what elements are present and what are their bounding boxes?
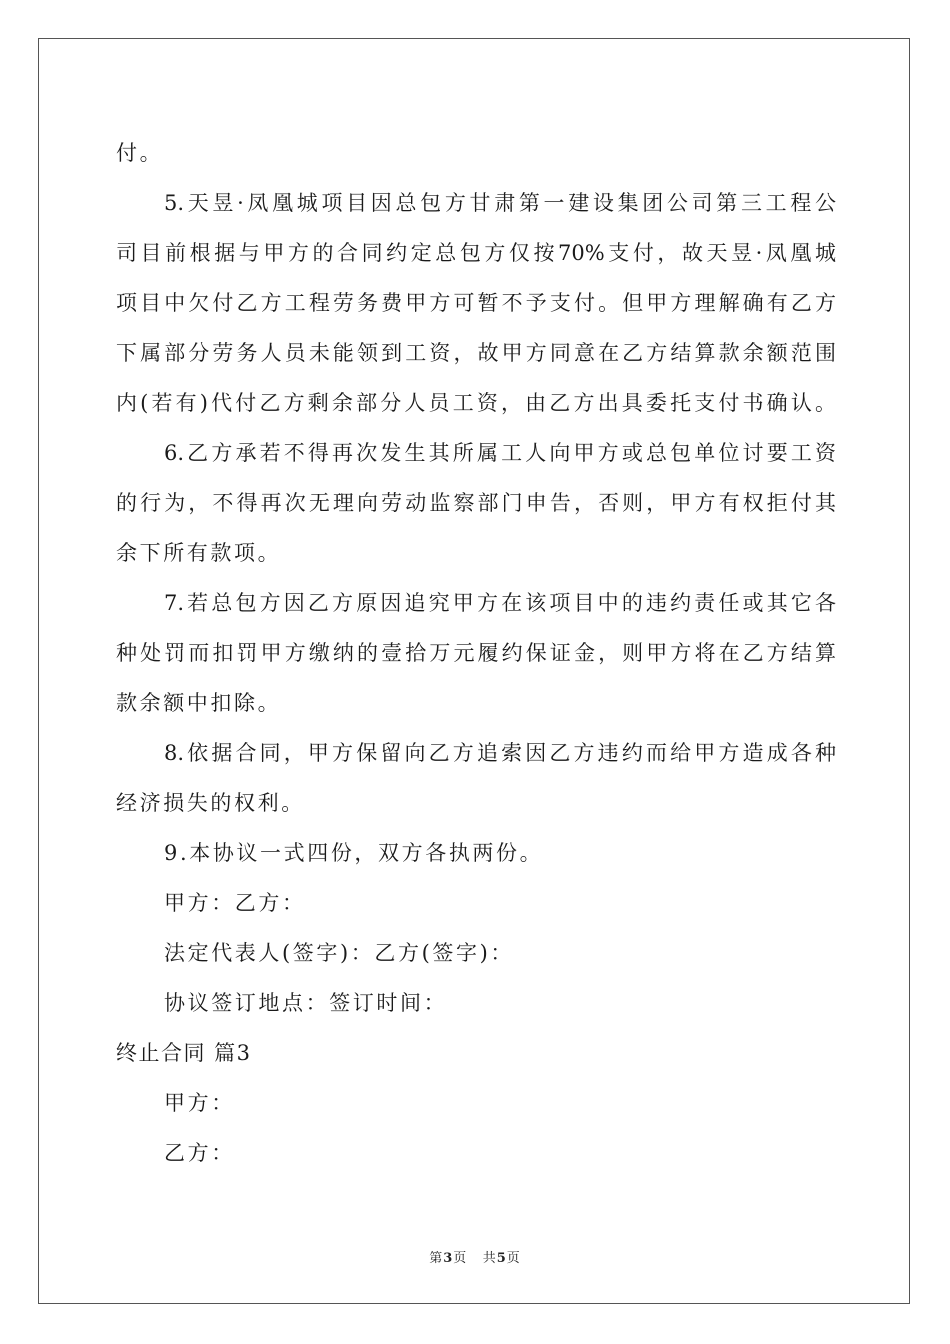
text-line: 司目前根据与甲方的合同约定总包方仅按70%支付，故天昱·凤凰城 xyxy=(116,241,836,265)
text-line: 6.乙方承若不得再次发生其所属工人向甲方或总包单位讨要工资 xyxy=(164,441,836,465)
text-line: 种处罚而扣罚甲方缴纳的壹拾万元履约保证金，则甲方将在乙方结算 xyxy=(116,641,836,665)
text-line: 付。 xyxy=(116,141,164,165)
text-line: 8.依据合同，甲方保留向乙方追索因乙方违约而给甲方造成各种 xyxy=(164,741,836,765)
text-line: 余下所有款项。 xyxy=(116,541,282,565)
text-line: 甲方： xyxy=(164,1091,235,1115)
page-suffix: 页 xyxy=(453,1251,468,1266)
text-line: 经济损失的权利。 xyxy=(116,791,305,815)
page-number: 3 xyxy=(443,1251,454,1266)
page-footer xyxy=(0,1247,950,1266)
text-line: 乙方： xyxy=(164,1141,235,1165)
page-prefix: 第 xyxy=(429,1251,444,1266)
text-line: 甲方：乙方： xyxy=(164,891,306,915)
text-line: 9.本协议一式四份，双方各执两份。 xyxy=(164,841,544,865)
text-line: 项目中欠付乙方工程劳务费甲方可暂不予支付。但甲方理解确有乙方 xyxy=(116,291,836,315)
text-line: 5.天昱·凤凰城项目因总包方甘肃第一建设集团公司第三工程公 xyxy=(164,191,836,215)
text-line: 法定代表人(签字)：乙方(签字)： xyxy=(164,941,514,965)
total-pages: 5 xyxy=(496,1251,507,1266)
text-line: 协议签订地点：签订时间： xyxy=(164,991,448,1015)
text-line: 7.若总包方因乙方原因追究甲方在该项目中的违约责任或其它各 xyxy=(164,591,836,615)
text-line: 款余额中扣除。 xyxy=(116,691,282,715)
total-suffix: 页 xyxy=(506,1251,521,1266)
text-line: 的行为，不得再次无理向劳动监察部门申告，否则，甲方有权拒付其 xyxy=(116,491,836,515)
text-line: 内(若有)代付乙方剩余部分人员工资，由乙方出具委托支付书确认。 xyxy=(116,391,836,415)
total-prefix: 共 xyxy=(482,1251,497,1266)
document-body xyxy=(116,128,836,1178)
text-line: 下属部分劳务人员未能领到工资，故甲方同意在乙方结算款余额范围 xyxy=(116,341,836,365)
section-heading: 终止合同 篇3 xyxy=(116,1041,252,1065)
